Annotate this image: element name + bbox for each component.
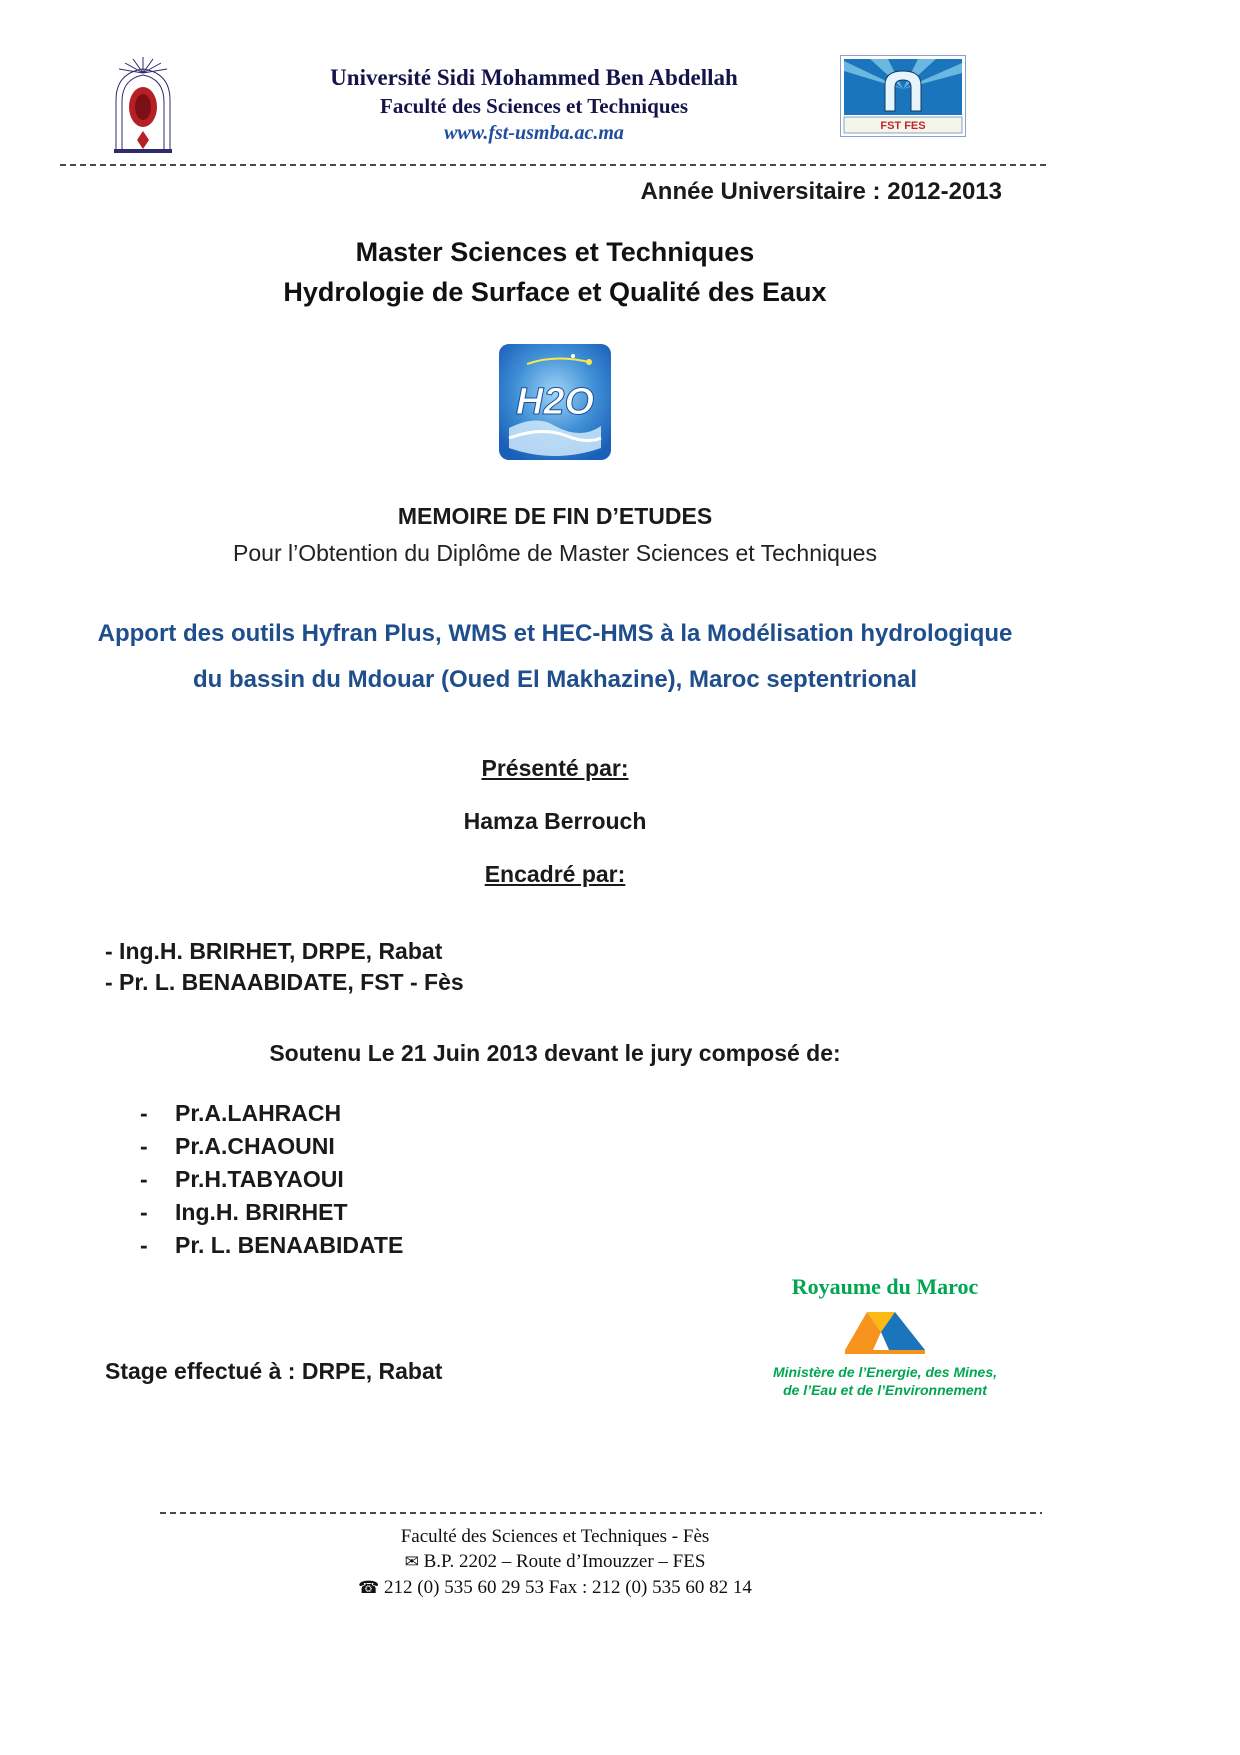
master-program-line2: Hydrologie de Surface et Qualité des Eaux	[283, 277, 827, 307]
separator-top	[60, 164, 1050, 166]
separator-bottom	[160, 1512, 1042, 1514]
list-dash: -	[140, 1232, 148, 1258]
jury-name: Ing.H. BRIRHET	[175, 1199, 348, 1225]
defense-intro: Soutenu Le 21 Juin 2013 devant le jury composé de:	[269, 1040, 841, 1066]
university-emblem-icon	[106, 55, 180, 155]
supervisor-line: - Ing.H. BRIRHET, DRPE, Rabat	[105, 938, 443, 964]
h2o-logo-icon	[497, 342, 613, 462]
university-name: Université Sidi Mohammed Ben Abdellah	[330, 65, 738, 90]
phone-icon: ☎	[358, 1578, 380, 1598]
footer	[60, 1524, 1050, 1601]
website-link[interactable]: www.fst-usmba.ac.ma	[444, 122, 624, 144]
thesis-title	[60, 611, 1050, 703]
ministry-block	[754, 1274, 1016, 1399]
presented-by-label: Présenté par:	[481, 755, 629, 781]
jury-item	[140, 1229, 1050, 1262]
faculty-name: Faculté des Sciences et Techniques	[380, 94, 688, 118]
footer-address-text: B.P. 2202 – Route d’Imouzzer – FES	[423, 1551, 706, 1572]
list-dash: -	[140, 1166, 148, 1192]
supervised-by-label: Encadré par:	[484, 861, 626, 887]
academic-year: Année Universitaire : 2012-2013	[640, 178, 1002, 205]
list-dash: -	[140, 1100, 148, 1126]
jury-name: Pr.A.LAHRACH	[175, 1100, 342, 1126]
presented-by-name: Hamza Berrouch	[463, 808, 647, 834]
ministry-logo-icon	[837, 1306, 933, 1358]
supervisor-line: - Pr. L. BENAABIDATE, FST - Fès	[105, 969, 464, 995]
jury-list	[140, 1097, 1050, 1262]
memoire-subtitle: Pour l’Obtention du Diplôme de Master Sciences et Techniques	[233, 540, 877, 566]
supervisor-list	[105, 936, 1050, 998]
list-dash: -	[140, 1133, 148, 1159]
h2o-logo	[60, 342, 1050, 467]
jury-item	[140, 1163, 1050, 1196]
footer-address-line1: Faculté des Sciences et Techniques - Fès	[400, 1526, 710, 1547]
jury-item	[140, 1130, 1050, 1163]
thesis-title-line2: du bassin du Mdouar (Oued El Makhazine), Maroc septentrional	[192, 666, 918, 693]
university-logo	[106, 55, 180, 160]
footer-phone-text: 212 (0) 535 60 29 53 Fax : 212 (0) 535 60 82 14	[384, 1577, 752, 1598]
list-dash: -	[140, 1199, 148, 1225]
h2o-logo-text: H2O	[515, 381, 595, 423]
memoire-title: MEMOIRE DE FIN D’ETUDES	[397, 503, 713, 529]
footer-address-line3	[60, 1575, 1050, 1601]
jury-name: Pr. L. BENAABIDATE	[175, 1232, 404, 1258]
jury-item	[140, 1196, 1050, 1229]
jury-name: Pr.A.CHAOUNI	[175, 1133, 335, 1159]
kingdom-title: Royaume du Maroc	[791, 1274, 979, 1299]
thesis-title-line1: Apport des outils Hyfran Plus, WMS et HEC-HMS à la Modélisation hydrologique	[97, 620, 1013, 647]
bottom-zone	[60, 1274, 1050, 1434]
header-text	[204, 55, 864, 147]
footer-address-line2	[60, 1549, 1050, 1575]
master-program	[60, 232, 1050, 312]
master-program-line1: Master Sciences et Techniques	[355, 237, 755, 267]
header	[60, 55, 1050, 160]
jury-item	[140, 1097, 1050, 1130]
mail-icon: ✉	[404, 1552, 419, 1572]
jury-name: Pr.H.TABYAOUI	[175, 1166, 344, 1192]
ministry-name-line2: de l’Eau et de l’Environnement	[783, 1382, 987, 1398]
ministry-name-line1: Ministère de l’Energie, des Mines,	[772, 1364, 998, 1380]
internship-location: Stage effectué à : DRPE, Rabat	[105, 1358, 443, 1384]
fst-logo-text: FST FES	[880, 120, 926, 132]
